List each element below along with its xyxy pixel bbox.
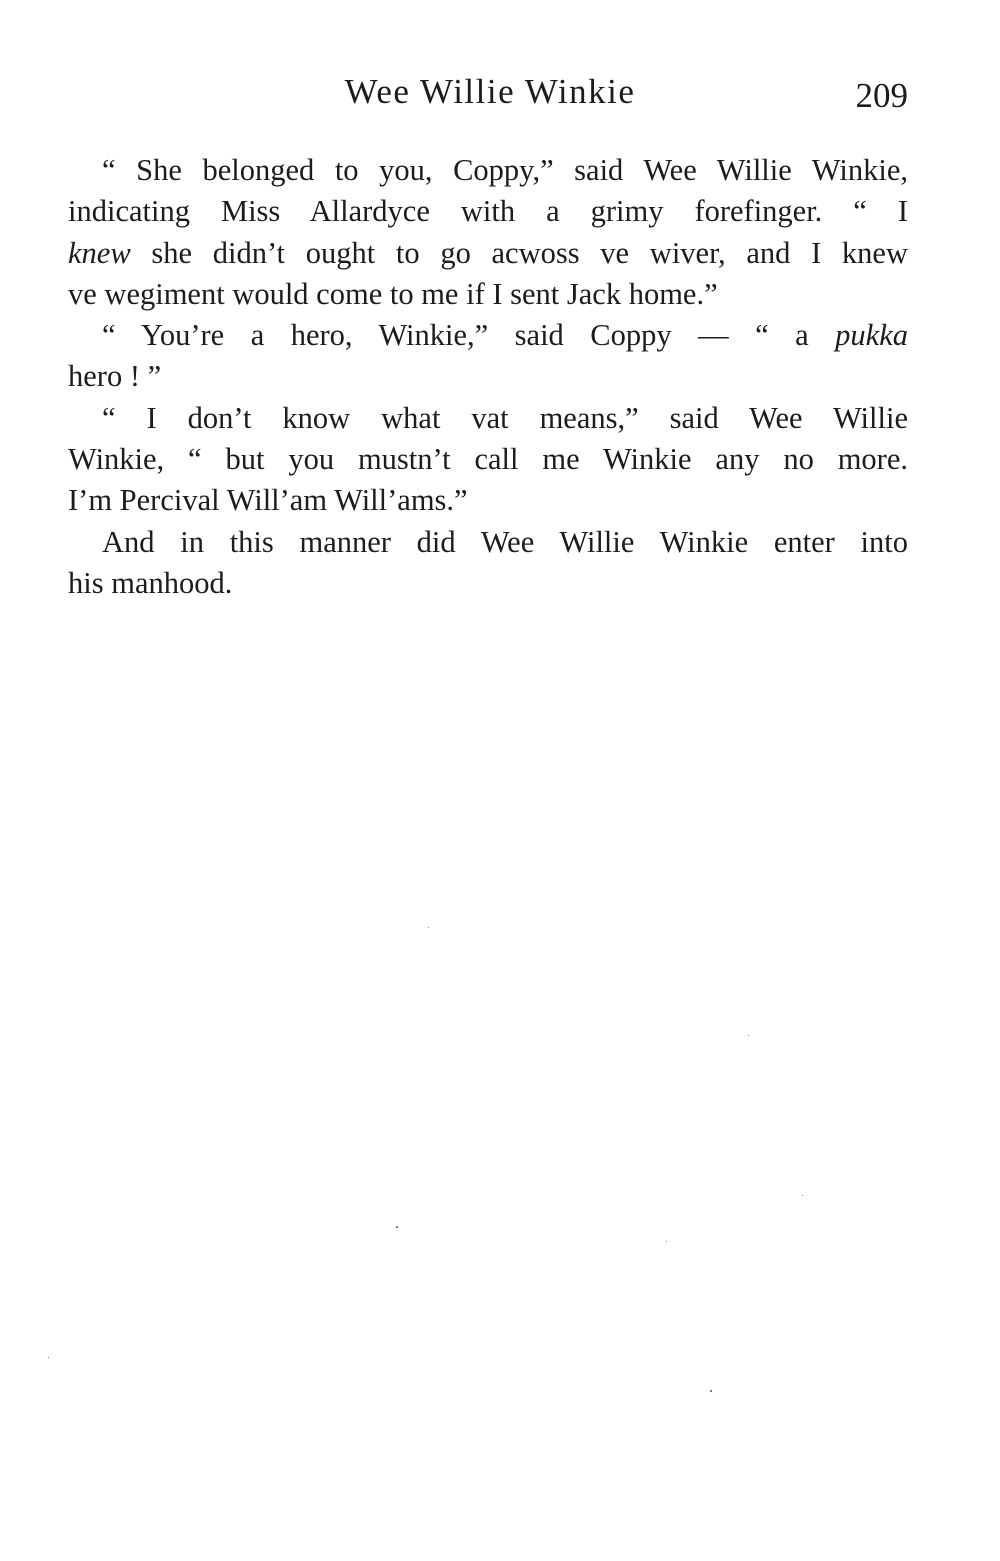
text-line: And in this manner did Wee Willie Winkie enter into [102,524,908,559]
scan-speck [48,1357,49,1358]
text-line: his manhood. [68,565,233,600]
text-line [68,315,908,356]
text-span: she didn’t ought to go acwoss ve wiver, and I knew [130,235,908,270]
text-line [68,233,908,274]
scan-speck [710,1390,712,1392]
scan-speck [802,1195,803,1196]
italic-word: pukka [835,318,908,353]
running-title: Wee Willie Winkie [344,72,636,111]
text-line: ve wegiment would come to me if I sent Jack home.” [68,276,718,311]
text-line: “ She belonged to you, Coppy,” said Wee Willie Winkie, [102,153,908,187]
paragraph-2 [68,315,908,398]
scan-speck [748,1035,749,1036]
text-span: “ You’re a hero, Winkie,” said Coppy — “ a [102,318,836,353]
paragraph-4 [68,522,908,605]
text-line: indicating Miss Allardyce with a grimy forefinger. “ I [68,194,908,229]
page-number: 209 [855,76,908,115]
body-text [68,150,908,604]
italic-word: knew [68,235,131,270]
scan-speck [428,927,429,928]
paragraph-1 [68,150,908,315]
text-line: hero ! ” [68,359,162,394]
text-line: I’m Percival Will’am Will’ams.” [68,483,468,518]
running-head [0,68,1000,116]
paragraph-3 [68,398,908,522]
scan-speck [666,1241,667,1242]
text-line: “ I don’t know what vat means,” said Wee Willie [102,400,908,435]
text-line: Winkie, “ but you mustn’t call me Winkie any no more. [68,442,908,477]
scan-speck [396,1226,398,1228]
